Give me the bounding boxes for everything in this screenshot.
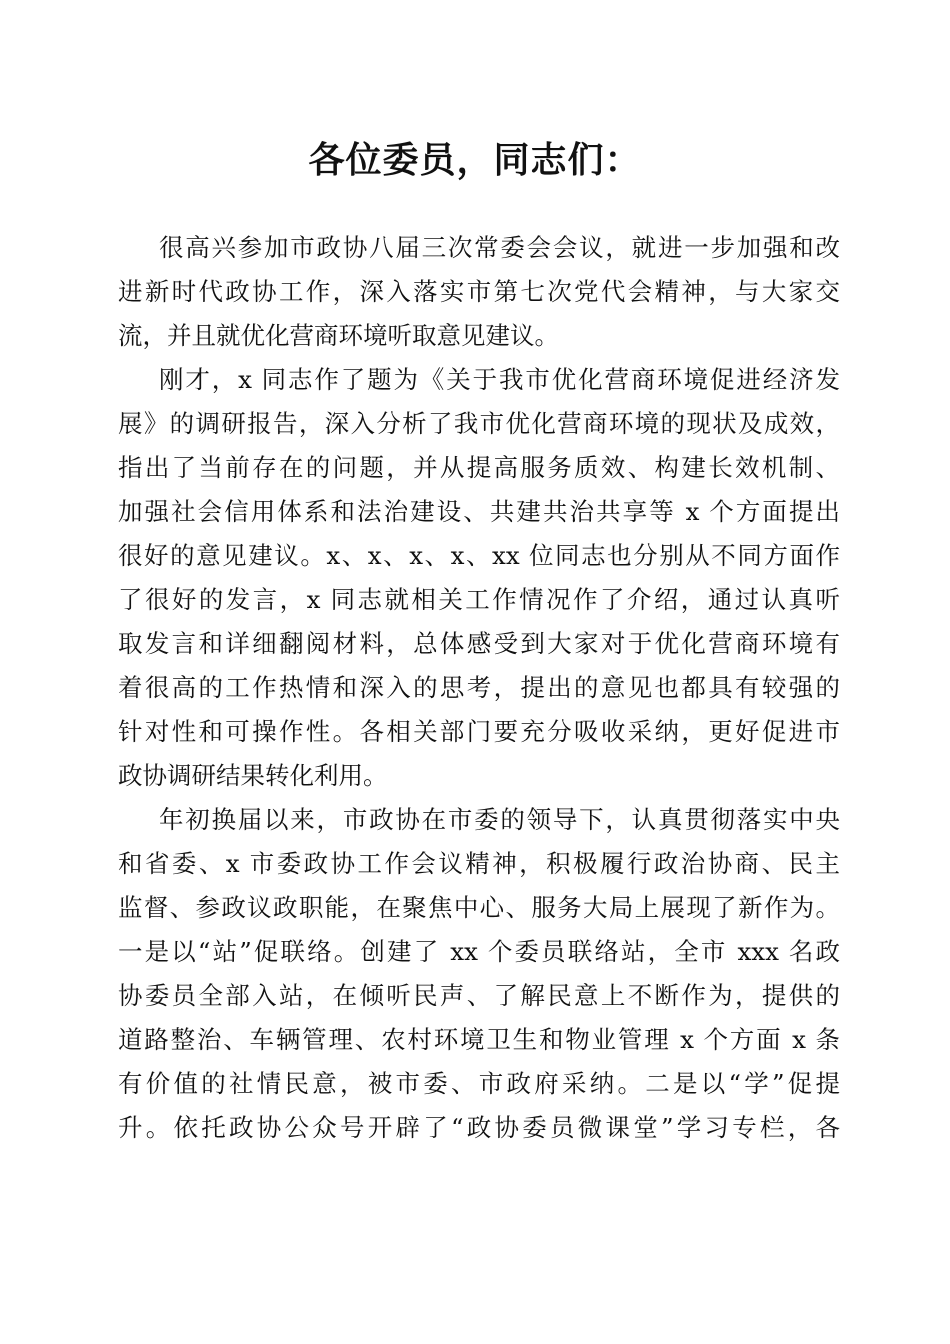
paragraph-line: 年初换届以来，市政协在市委的领导下，认真贯彻落实中央 [159, 805, 840, 834]
paragraph-line: 进新时代政协工作，深入落实市第七次党代会精神，与大家交 [118, 277, 840, 306]
paragraph-line: 升。依托政协公众号开辟了“政协委员微课堂”学习专栏，各 [118, 1113, 840, 1142]
paragraph-line: 针对性和可操作性。各相关部门要充分吸收采纳，更好促进市 [118, 717, 840, 746]
paragraph-line: 展》的调研报告，深入分析了我市优化营商环境的现状及成效， [118, 409, 840, 438]
paragraph-line: 加强社会信用体系和法治建设、共建共治共享等 x 个方面提出 [118, 497, 840, 526]
paragraph-line: 协委员全部入站，在倾听民声、了解民意上不断作为，提供的 [118, 981, 840, 1010]
paragraph-line: 很好的意见建议。x、x、x、x、xx 位同志也分别从不同方面作 [118, 541, 840, 570]
document-title: 各位委员，同志们： [308, 139, 642, 181]
paragraph-line: 刚才，x 同志作了题为《关于我市优化营商环境促进经济发 [159, 365, 840, 394]
document-body [118, 226, 840, 1150]
paragraph-line: 着很高的工作热情和深入的思考，提出的意见也都具有较强的 [118, 673, 840, 702]
paragraph-line: 流，并且就优化营商环境听取意见建议。 [118, 321, 559, 350]
paragraph-line: 很高兴参加市政协八届三次常委会会议，就进一步加强和改 [159, 233, 840, 262]
paragraph-line: 政协调研结果转化利用。 [118, 761, 388, 790]
paragraph-line: 指出了当前存在的问题，并从提高服务质效、构建长效机制、 [118, 453, 840, 482]
paragraph-line: 取发言和详细翻阅材料，总体感受到大家对于优化营商环境有 [118, 629, 840, 658]
paragraph-line: 道路整治、车辆管理、农村环境卫生和物业管理 x 个方面 x 条 [118, 1025, 840, 1054]
paragraph-line: 有价值的社情民意，被市委、市政府采纳。二是以“学”促提 [118, 1069, 840, 1098]
paragraph-line: 一是以“站”促联络。创建了 xx 个委员联络站，全市 xxx 名政 [118, 937, 840, 966]
paragraph-line: 了很好的发言，x 同志就相关工作情况作了介绍，通过认真听 [118, 585, 840, 614]
paragraph-line: 和省委、x 市委政协工作会议精神，积极履行政治协商、民主 [118, 849, 840, 878]
paragraph-line: 监督、参政议政职能，在聚焦中心、服务大局上展现了新作为。 [118, 893, 840, 922]
